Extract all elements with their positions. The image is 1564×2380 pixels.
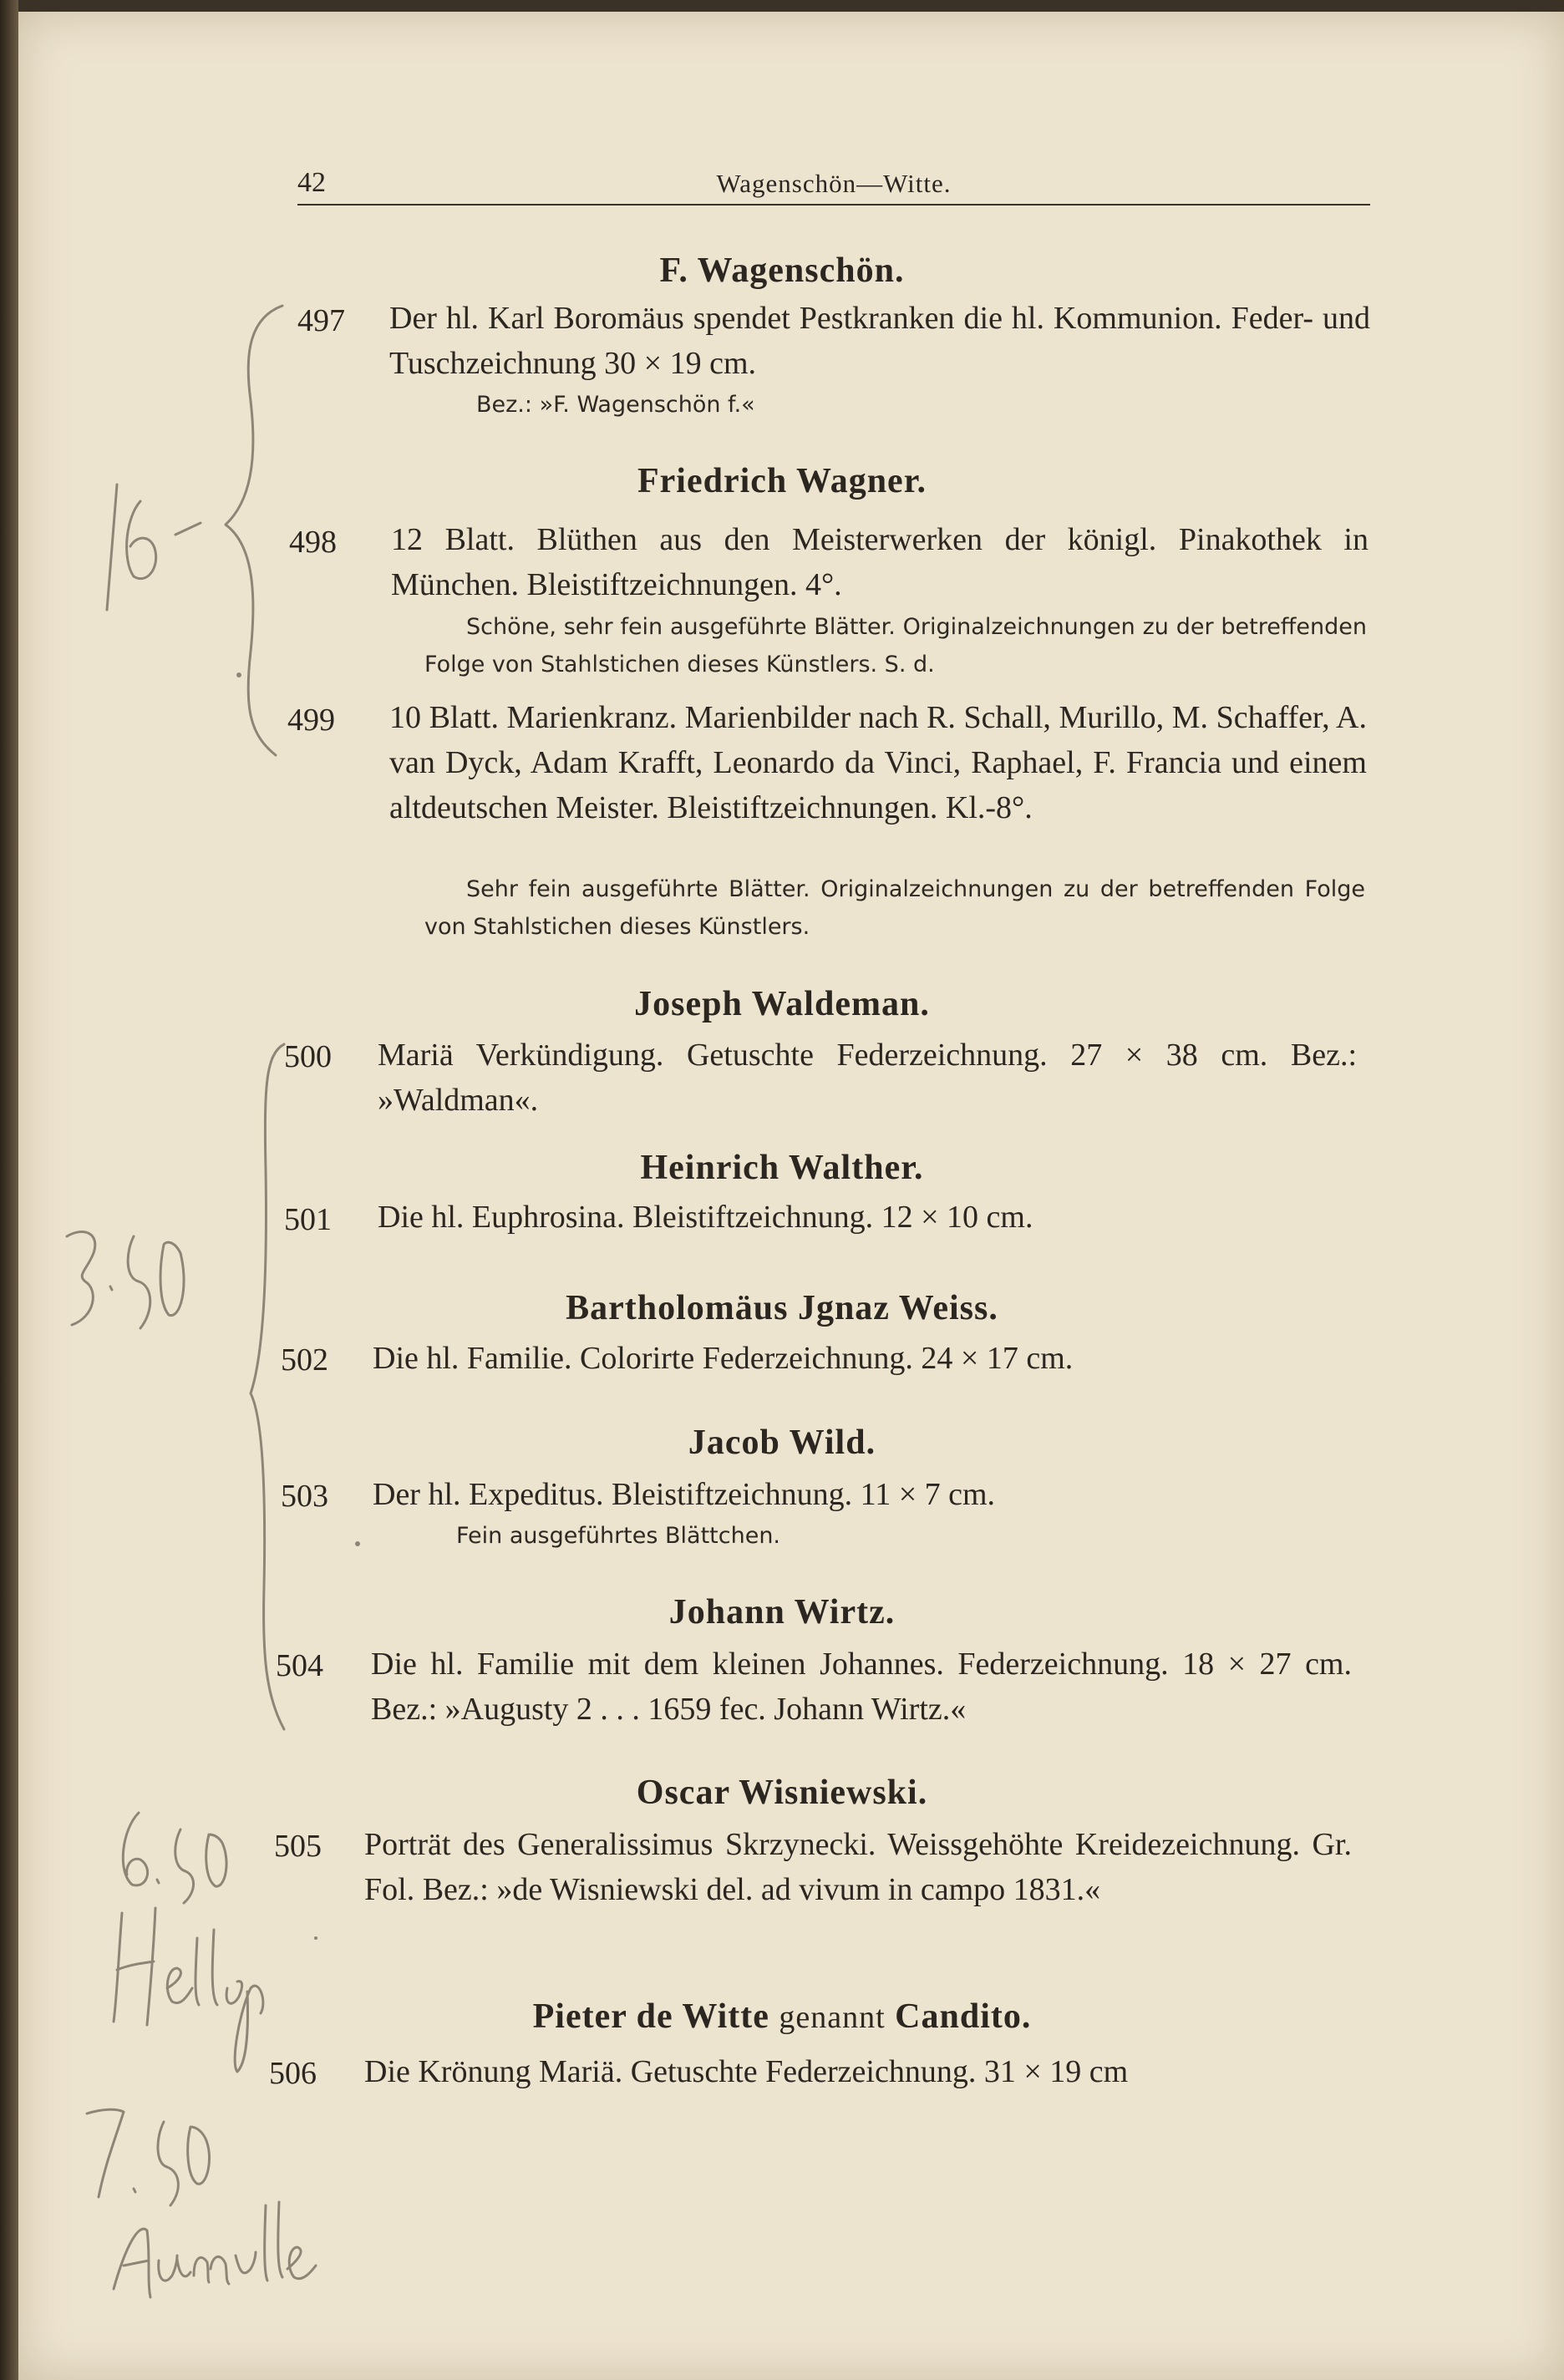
lot-number: 497 [297, 303, 345, 338]
lot-description: 10 Blatt. Marienkranz. Marienbilder nach R. Schall, Murillo, M. Schaffer, A. van Dyck, Adam Krafft, Leonardo da Vinci, Raphael, F. Francia und einem altdeutschen Meister. Bleistiftzeichnungen. Kl.-8°. [389, 700, 1367, 825]
lot-description: Der hl. Expeditus. Bleistiftzeichnung. 11 × 7 cm. [373, 1477, 996, 1512]
pencil-brace-1 [226, 306, 282, 755]
artist-heading: Johann Wirtz. [668, 1593, 896, 1631]
lot-number: 506 [269, 2056, 317, 2091]
artist-heading: Oscar Wisniewski. [636, 1774, 928, 1812]
pencil-note-16 [107, 485, 201, 610]
lot-description: Die hl. Familie mit dem kleinen Johannes. Federzeichnung. 18 × 27 cm. Bez.: »Augusty 2 . . . 1659 fec. Johann Wirtz.« [371, 1647, 1352, 1727]
pencil-note-650 [123, 1813, 226, 1903]
artist-heading: Heinrich Walther. [640, 1149, 924, 1187]
artist-heading: Friedrich Wagner. [637, 462, 927, 500]
artist-heading: Bartholomäus Jgnaz Weiss. [566, 1289, 998, 1327]
lot-description: Der hl. Karl Boromäus spendet Pestkranken die hl. Kommunion. Feder- und Tuschzeichnung 30 × 19 cm. [389, 301, 1370, 381]
artist-heading: Jacob Wild. [688, 1423, 876, 1462]
artist-heading: F. Wagenschön. [659, 251, 905, 290]
pencil-note-350 [67, 1231, 184, 1328]
lot-note: Fein ausgeführtes Blättchen. [456, 1523, 781, 1549]
lot-number: 503 [281, 1479, 328, 1514]
lot-note: Sehr fein ausgeführte Blätter. Originalzeichnungen zu der betreffenden Folge von Stahlstichen dieses Künstlers. [424, 876, 1365, 940]
artist-name: Pieter de Witte [532, 1997, 769, 2036]
lot-description: Mariä Verkündigung. Getuschte Federzeichnung. 27 × 38 cm. Bez.: »Waldman«. [378, 1038, 1357, 1118]
artist-heading: Joseph Waldeman. [634, 985, 930, 1023]
lot-description: Die hl. Familie. Colorirte Federzeichnung. 24 × 17 cm. [373, 1341, 1074, 1376]
running-head-title: Wagenschön—Witte. [716, 169, 952, 198]
artist-connector: genannt [779, 2000, 886, 2035]
pencil-brace-2 [251, 1044, 284, 1729]
lot-number: 505 [274, 1829, 322, 1864]
lot-number: 500 [284, 1039, 332, 1074]
lot-number: 499 [287, 703, 335, 738]
pencil-note-aumueller [114, 2202, 316, 2297]
lot-note: Schöne, sehr fein ausgeführte Blätter. Originalzeichnungen zu der betreffenden Folge von Stahlstichen dieses Künstlers. S. d. [424, 614, 1367, 677]
lot-number: 498 [289, 525, 337, 560]
lot-description: 12 Blatt. Blüthen aus den Meisterwerken der königl. Pinakothek in München. Bleistiftzeichnungen. 4°. [391, 522, 1368, 602]
lot-note: Bez.: »F. Wagenschön f.« [476, 392, 755, 418]
pencil-note-helbig [114, 1908, 263, 2072]
lot-number: 501 [284, 1202, 332, 1237]
lot-description: Porträt des Generalissimus Skrzynecki. Weissgehöhte Kreidezeichnung. Gr. Fol. Bez.: »de Wisniewski del. ad vivum in campo 1831.« [364, 1827, 1352, 1907]
pencil-note-750 [87, 2109, 210, 2205]
lot-number: 504 [276, 1648, 323, 1683]
lot-number: 502 [281, 1342, 328, 1378]
lot-description: Die hl. Euphrosina. Bleistiftzeichnung. 12 × 10 cm. [378, 1200, 1033, 1235]
artist-alias: Candito. [895, 1997, 1032, 2036]
lot-description: Die Krönung Mariä. Getuschte Federzeichnung. 31 × 19 cm [364, 2054, 1129, 2089]
page-number: 42 [297, 167, 326, 198]
